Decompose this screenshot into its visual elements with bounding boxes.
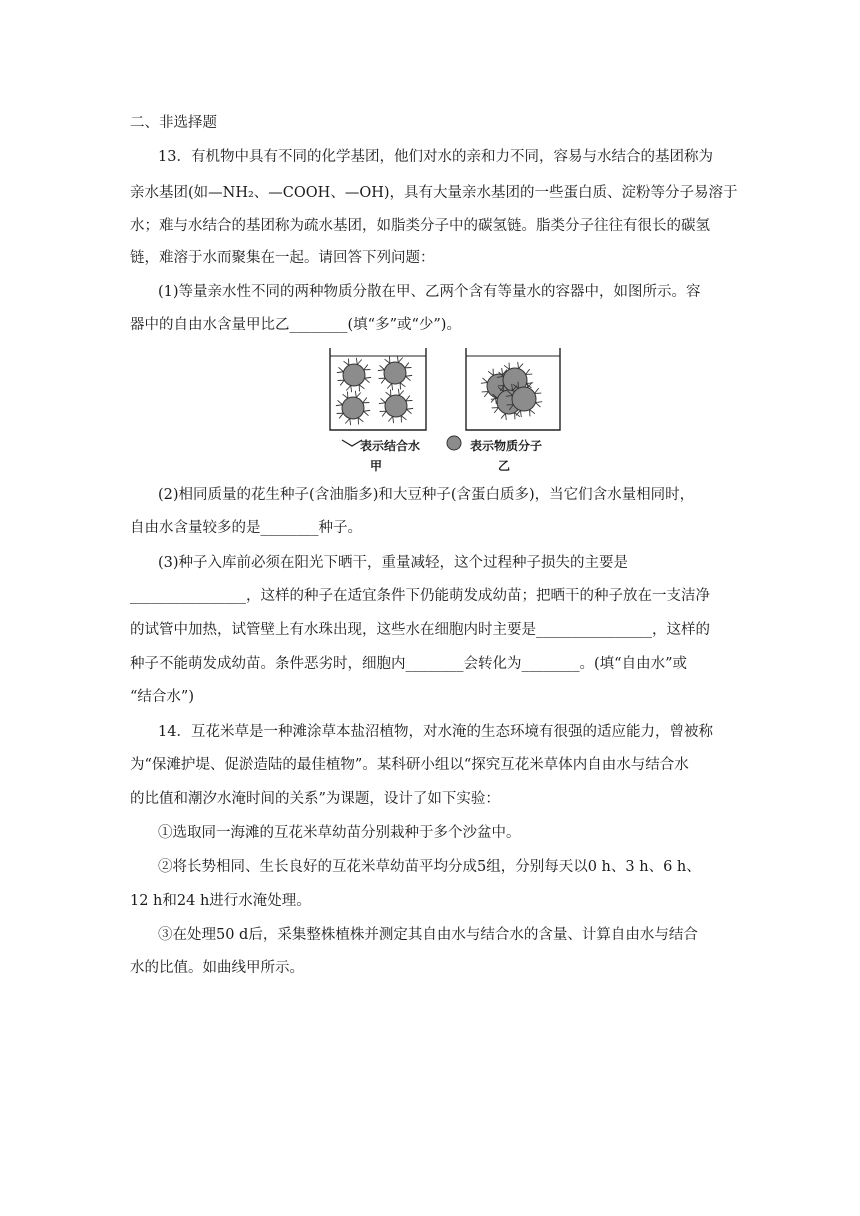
bound-water-mark — [405, 363, 409, 368]
figure-label-b: 乙 — [498, 459, 511, 473]
bound-water-mark — [359, 385, 364, 389]
legend-molecule-icon — [447, 436, 461, 450]
bound-water-mark — [519, 364, 523, 369]
bound-water-mark — [488, 371, 493, 375]
bound-water-mark — [398, 358, 402, 363]
bound-water-mark — [491, 397, 495, 402]
bound-water-mark — [356, 358, 357, 365]
bound-water-mark — [351, 386, 352, 393]
bound-water-mark — [398, 389, 399, 396]
bound-water-mark — [393, 417, 394, 424]
bound-water-mark — [381, 398, 386, 402]
q14-line-3: 的比值和潮汐水淹时间的关系”为课题，设计了如下实验： — [130, 791, 500, 807]
q13-sub2-line-1: (2)相同质量的花生种子(含油脂多)和大豆种子(含蛋白质多)，当它们含水量相同时， — [158, 487, 695, 503]
molecule-b-4 — [512, 387, 536, 411]
bound-water-mark — [397, 356, 398, 363]
bound-water-mark — [526, 369, 530, 374]
bound-water-mark — [535, 388, 539, 393]
bound-water-mark — [344, 361, 349, 365]
bound-water-mark — [364, 410, 371, 411]
bound-water-mark — [363, 398, 367, 403]
q14-step-3-line-1: ③在处理50 d后，采集整株植株并测定其自由水与结合水的含量、计算自由水与结合 — [158, 927, 698, 943]
legend-bound-water-label: 表示结合水 — [360, 439, 421, 453]
bound-water-mark — [356, 393, 360, 398]
bound-water-mark — [365, 377, 372, 378]
bound-water-mark — [483, 378, 488, 382]
section-title: 二、非选择题 — [130, 115, 217, 131]
q13-line-1: 13．有机物中具有不同的化学基团，他们对水的亲和力不同，容易与水结合的基团称为 — [158, 149, 713, 165]
molecule-a-4 — [385, 395, 407, 417]
molecule-a-1 — [343, 364, 365, 386]
bound-water-mark — [505, 413, 506, 420]
bound-water-mark — [365, 378, 370, 382]
q14-line-1: 14．互花米草是一种滩涂草本盐沼植物，对水淹的生态环境有很强的适应能力，曾被称 — [158, 724, 713, 740]
bound-water-mark — [535, 402, 542, 403]
bound-water-mark — [337, 372, 344, 373]
bound-water-mark — [379, 403, 386, 404]
bound-water-mark — [355, 391, 356, 398]
figure-label-a: 甲 — [370, 459, 383, 473]
bound-water-mark — [530, 410, 535, 414]
bound-water-mark — [346, 386, 350, 391]
bound-water-mark — [343, 394, 348, 398]
q14-step-2-line-2: 12 h和24 h进行水淹处理。 — [130, 893, 311, 909]
bound-water-mark — [338, 400, 343, 404]
bound-water-mark — [364, 411, 369, 415]
bound-water-mark — [527, 381, 528, 388]
bound-water-mark — [345, 419, 349, 424]
bound-water-mark — [350, 419, 351, 426]
q14-line-2: 为“保滩护堤、促淤造陆的最佳植物”。某科研小组以“探究互花米草体内自由水与结合水 — [130, 757, 689, 773]
bound-water-mark — [494, 408, 498, 413]
bound-water-mark — [364, 365, 368, 370]
q13-sub3-line-5: “结合水”) — [130, 689, 194, 705]
legend-bound-water-icon — [342, 440, 362, 446]
bound-water-mark — [401, 416, 406, 420]
molecule-a-2 — [384, 362, 406, 384]
q14-step-2-line-1: ②将长势相同、生长良好的互花米草幼苗平均分成5组，分别每天以0 h、3 h、6 h、 — [158, 859, 701, 875]
bound-water-mark — [518, 362, 519, 369]
bound-water-mark — [504, 365, 509, 369]
q13-sub3-line-3: 的试管中加热，试管壁上有水珠出现，这些水在细胞内时主要是________________，这样的 — [130, 622, 710, 638]
q13-line-4: 链，难溶于水而聚集在一起。请回答下列问题： — [130, 250, 435, 266]
q13-sub3-line-4: 种子不能萌发成幼苗。条件恶劣时，细胞内________会转化为________。(填“自由水”或 — [130, 656, 687, 672]
q13-line-2: 亲水基团(如—NH₂、—COOH、—OH)，具有大量亲水基团的一些蛋白质、淀粉等分子易溶于 — [130, 185, 738, 201]
bound-water-mark — [358, 418, 363, 422]
beaker-a — [330, 348, 426, 430]
q13-line-3: 水；难与水结合的基团称为疏水基团，如脂类分子中的碳氢链。脂类分子往往有很长的碳氢 — [130, 218, 710, 234]
q13-sub1-line-2: 器中的自由水含量甲比乙________(填“多”或“少”)。 — [130, 317, 461, 333]
bound-water-mark — [378, 370, 385, 371]
bound-water-mark — [339, 413, 343, 418]
bound-water-mark — [535, 403, 540, 407]
bound-water-mark — [388, 417, 392, 422]
legend-molecule-label: 表示物质分子 — [470, 439, 543, 453]
q14-step-3-line-2: 水的比值。如曲线甲所示。 — [130, 960, 304, 976]
bound-water-mark — [380, 365, 385, 369]
bound-water-mark — [386, 392, 391, 396]
bound-water-mark — [520, 410, 521, 417]
bound-water-mark — [407, 409, 412, 413]
bound-water-mark — [387, 384, 391, 389]
bound-water-mark — [336, 405, 343, 406]
q13-sub3-line-2: ________________，这样的种子在适宜条件下仍能萌发成幼苗；把晒干的种子放在一支洁净 — [130, 588, 710, 604]
bound-water-mark — [407, 408, 414, 409]
q13-sub2-line-2: 自由水含量较多的是________种子。 — [130, 520, 362, 536]
bound-water-mark — [491, 398, 498, 399]
bound-water-mark — [484, 392, 488, 397]
bound-water-mark — [381, 378, 385, 383]
q14-step-1: ①选取同一海滩的互花米草幼苗分别栽种于多个沙盆中。 — [158, 825, 521, 841]
bound-water-mark — [406, 396, 410, 401]
bound-water-mark — [501, 413, 505, 418]
bound-water-mark — [385, 359, 390, 363]
molecule-a-3 — [342, 397, 364, 419]
bound-water-mark — [399, 391, 403, 396]
bound-water-mark — [392, 384, 393, 391]
q13-sub1-line-1: (1)等量亲水性不同的两种物质分散在甲、乙两个含有等量水的容器中，如图所示。容 — [158, 284, 701, 300]
bound-water-mark — [481, 382, 488, 383]
bound-water-mark — [382, 411, 386, 416]
bound-water-mark — [339, 367, 344, 371]
bound-water-mark — [357, 360, 361, 365]
bound-water-mark — [400, 383, 405, 387]
bound-water-mark — [406, 375, 413, 376]
bound-water-mark — [340, 380, 344, 385]
bound-water-mark — [502, 368, 503, 375]
bound-water-mark — [406, 376, 411, 380]
q13-sub3-line-1: (3)种子入库前必须在阳光下晒干，重量减轻，这个过程种子损失的主要是 — [158, 555, 629, 571]
